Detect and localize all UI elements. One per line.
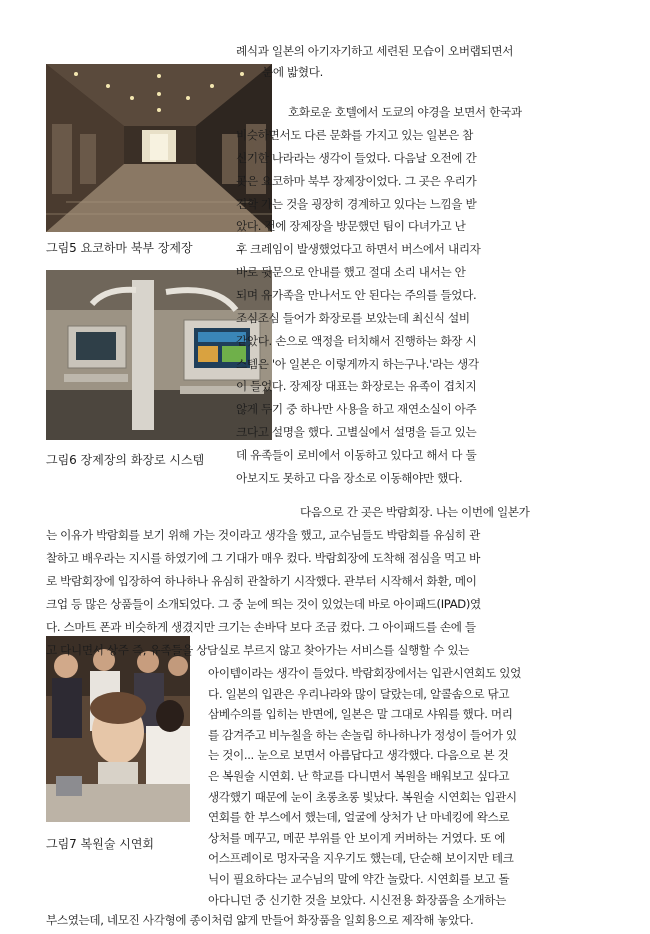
text-line: 같았다. 손으로 액정을 터치해서 진행하는 화장 시 [236, 334, 477, 348]
text-line: 찰하고 배우라는 지시를 하였기에 그 기대가 매우 컸다. 박람회장에 도착해 점심을 먹고 바 [46, 551, 480, 565]
text-line: 는 것이... 눈으로 보면서 아름답다고 생각했다. 다음으로 본 것 [208, 748, 509, 762]
text-line: 곳은 요코하마 북부 장제장이었다. 그 곳은 우리가 [236, 174, 477, 188]
text-line: 를 감겨주고 비누칠을 하는 손놀림 하나하나가 정성이 들어가 있 [208, 728, 517, 742]
text-line: 아다니던 중 신기한 것을 보았다. 시신전용 화장품을 소개하는 [208, 893, 506, 907]
text-line: 조심조심 들어가 화장로를 보았는데 최신식 설비 [236, 311, 470, 325]
text-line: 상처를 메꾸고, 메꾼 부위를 안 보이게 커버하는 거였다. 또 에 [208, 831, 506, 845]
text-line: 크다고 설명을 했다. 고별실에서 설명을 듣고 있는 [236, 425, 477, 439]
text-line: 후 크레임이 발생했었다고 하면서 버스에서 내리자 [236, 242, 481, 256]
text-line: 례식과 일본의 아기자기하고 세련된 모습이 오버랩되면서 [236, 44, 514, 58]
text-line: 않게 두기 중 하나만 사용을 하고 재연소실이 아주 [236, 402, 477, 416]
text-line: 아보지도 못하고 다음 장소로 이동해야만 했다. [236, 471, 463, 485]
text-line: 신기한 나라라는 생각이 들었다. 다음날 오전에 간 [236, 151, 477, 165]
text-line: 부스였는데, 네모진 사각형에 종이처럼 얇게 만들어 화장품을 일회용으로 제작해 놓았다. [46, 913, 474, 927]
text-line: 닉이 필요하다는 교수님의 말에 약간 놀랐다. 시연회를 보고 돌 [208, 872, 510, 886]
figure-5-caption: 그림5 요코하마 북부 장제장 [46, 241, 193, 255]
figure-6-caption: 그림6 장제장의 화장로 시스템 [46, 453, 205, 467]
text-line: 다음으로 간 곳은 박람회장. 나는 이번에 일본가 [300, 505, 530, 519]
text-line: 스템은 '아 일본은 이렇게까지 하는구나.'라는 생각 [236, 357, 479, 371]
text-line: 어스프레이로 멍자국을 지우기도 했는데, 단순해 보이지만 테크 [208, 851, 514, 865]
text-line: 크업 등 많은 상품들이 소개되었다. 그 중 눈에 띄는 것이 있었는데 바로 아이패드(IPAD)였 [46, 597, 481, 611]
text-line: 연회를 한 부스에서 했는데, 얼굴에 상처가 난 마네킹에 왁스로 [208, 810, 510, 824]
figure-7-image [46, 636, 190, 822]
text-line: 는 이유가 박람회를 보기 위해 가는 것이라고 생각을 했고, 교수님들도 박람회를 유심히 관 [46, 528, 480, 542]
text-line: 생각했기 때문에 눈이 초롱초롱 빛났다. 복원술 시연회는 입관시 [208, 790, 517, 804]
text-line: 삼베수의를 입히는 반면에, 일본은 말 그대로 샤워를 했다. 머리 [208, 707, 513, 721]
text-line: 견학 가는 것을 굉장히 경계하고 있다는 느낌을 받 [236, 197, 477, 211]
text-line: 이 들었다. 장제장 대표는 화장로는 유족이 겹치지 [236, 379, 477, 393]
figure-7-caption: 그림7 복원술 시연회 [46, 837, 155, 851]
text-line: 다. 일본의 입관은 우리나라와 많이 달랐는데, 알콜솜으로 닦고 [208, 687, 510, 701]
text-line: 아이템이라는 생각이 들었다. 박람회장에서는 입관시연회도 있었 [208, 666, 521, 680]
text-line: 다. 스마트 폰과 비슷하게 생겼지만 크기는 손바닥 보다 조금 컸다. 그 아이패드를 손에 들 [46, 620, 476, 634]
text-line: 비슷하면서도 다른 문화를 가지고 있는 일본은 참 [236, 128, 474, 142]
text-line: 고 다니면서 상주 즉, 유족들을 상담실로 부르지 않고 찾아가는 서비스를 실행할 수 있는 [46, 643, 470, 657]
text-line: 데 유족들이 로비에서 이동하고 있다고 해서 다 둘 [236, 448, 477, 462]
text-line: 로 박람회장에 입장하여 하나하나 유심히 관찰하기 시작했다. 관부터 시작해서 화환, 메이 [46, 574, 477, 588]
text-line: 눈에 밟혔다. [262, 65, 323, 79]
text-line: 은 복원술 시연회. 난 학교를 다니면서 복원을 배워보고 싶다고 [208, 769, 510, 783]
text-line: 호화로운 호텔에서 도쿄의 야경을 보면서 한국과 [288, 105, 522, 119]
text-line: 바로 뒷문으로 안내를 했고 절대 소리 내서는 안 [236, 265, 466, 279]
text-line: 았다. 전에 장제장을 방문했던 팀이 다녀가고 난 [236, 219, 466, 233]
text-line: 되며 유가족을 만나서도 안 된다는 주의를 들었다. [236, 288, 477, 302]
